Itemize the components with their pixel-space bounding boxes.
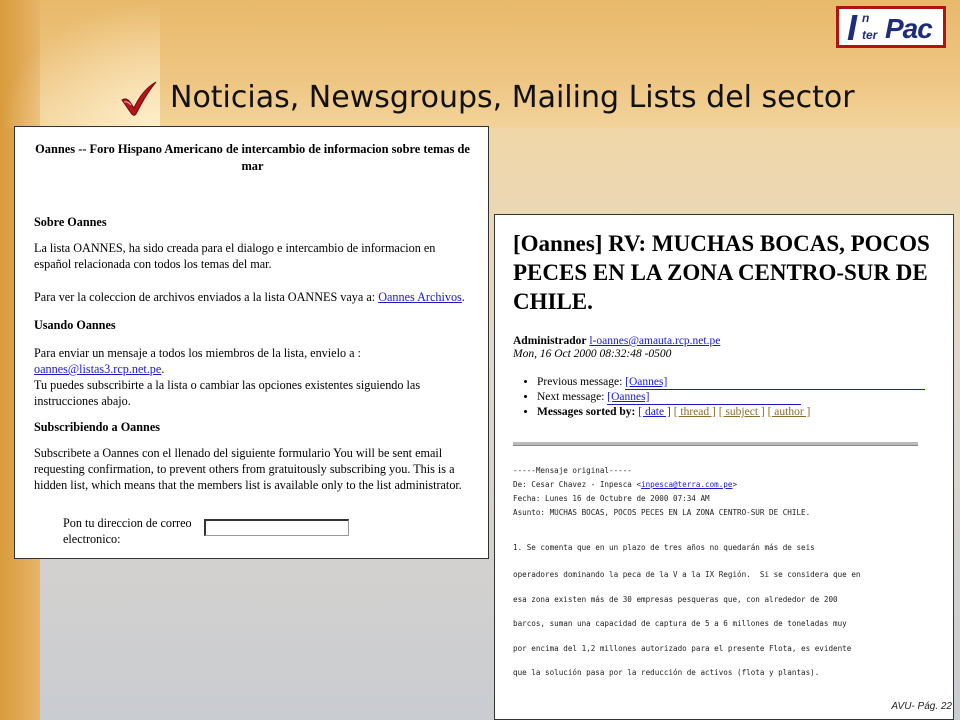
- checkmark-icon: [116, 80, 160, 118]
- sort-author-link[interactable]: [ author ]: [767, 406, 811, 418]
- oannes-info-page: [14, 126, 489, 559]
- orig-from: [513, 480, 737, 489]
- archive-link[interactable]: Oannes Archivos: [378, 290, 462, 304]
- previous-message-item: [537, 375, 937, 390]
- archive-end: .: [461, 290, 465, 304]
- orig-header: -----Mensaje original-----: [513, 466, 632, 475]
- orig-from-prefix: De: Cesar Chavez - Inpesca <: [513, 480, 642, 489]
- sort-subject-link[interactable]: [ subject ]: [718, 406, 765, 418]
- sort-date-link[interactable]: [ date ]: [638, 406, 671, 418]
- send-text: Para enviar un mensaje a todos los miembros de la lista, envielo a :: [34, 346, 361, 360]
- section-text-sobre: La lista OANNES, ha sido creada para el dialogo e intercambio de informacion en español relacionada con todos los temas del mar.: [34, 241, 436, 271]
- sort-thread-link[interactable]: [ thread ]: [673, 406, 716, 418]
- sorted-by-item: [537, 405, 937, 419]
- body-line: por encima del 1,2 millones autorizado para el presente Flota, es evidente: [513, 644, 852, 653]
- mail-archive-message: [494, 214, 954, 720]
- orig-from-suffix: >: [732, 480, 738, 489]
- archive-text: Para ver la coleccion de archivos enviados a la lista OANNES vaya a:: [34, 290, 379, 304]
- from-email-link[interactable]: l-oannes@amauta.rcp.net.pe: [589, 335, 721, 347]
- body-line: operadores dominando la peca de la V a la IX Región. Si se considera que en: [513, 570, 861, 579]
- logo-i: I: [847, 7, 858, 48]
- next-message-link[interactable]: [Oannes]: [607, 390, 801, 405]
- orig-from-email-link[interactable]: inpesca@terra.com.pe: [641, 480, 733, 489]
- section-title-usando: Usando Oannes: [34, 318, 116, 332]
- body-line: barcos, suman una capacidad de captura de 5 a 6 millones de toneladas muy: [513, 619, 847, 628]
- previous-label: Previous message:: [537, 376, 623, 388]
- logo-pac: Pac: [885, 13, 932, 44]
- send-end: .: [161, 362, 165, 376]
- message-subject: [Oannes] RV: MUCHAS BOCAS, POCOS PECES EN LA ZONA CENTRO-SUR DE CHILE.: [513, 231, 930, 314]
- list-email-link[interactable]: oannes@listas3.rcp.net.pe: [34, 362, 162, 376]
- email-field-label: Pon tu direccion de correo electronico:: [63, 516, 192, 546]
- page-number: AVU- Pág. 22: [891, 701, 952, 712]
- section-title-subscribiendo: Subscribiendo a Oannes: [34, 420, 160, 434]
- sorted-label: Messages sorted by:: [537, 406, 636, 418]
- next-label: Next message:: [537, 391, 605, 403]
- archive-paragraph: [34, 289, 474, 305]
- message-from: [513, 334, 720, 348]
- from-name: Administrador: [513, 335, 587, 347]
- body-line: 1. Se comenta que en un plazo de tres años no quedarán más de seis: [513, 543, 815, 552]
- interpac-logo: [836, 6, 946, 48]
- orig-subject: Asunto: MUCHAS BOCAS, POCOS PECES EN LA ZONA CENTRO-SUR DE CHILE.: [513, 508, 811, 517]
- subscribe-instructions: Tu puedes subscribirte a la lista o cambiar las opciones existentes siguiendo las instrucciones abajo.: [34, 378, 421, 408]
- divider: [513, 442, 918, 446]
- section-text-subscribiendo: Subscribete a Oannes con el llenado del siguiente formulario You will be sent email requesting confirmation, to prevent others from gratuitously subscribing you. This is a hidden list, which means that the members list is available only to the list administrator.: [34, 446, 462, 492]
- logo-n: n: [862, 11, 870, 25]
- section-title-sobre: Sobre Oannes: [34, 215, 107, 229]
- message-date: Mon, 16 Oct 2000 08:32:48 -0500: [513, 348, 672, 360]
- slide-title: Noticias, Newsgroups, Mailing Lists del sector: [170, 80, 855, 115]
- send-paragraph: [34, 345, 474, 377]
- orig-date: Fecha: Lunes 16 de Octubre de 2000 07:34 AM: [513, 494, 710, 503]
- body-line: que la solución pasa por la reducción de activos (flota y plantas).: [513, 668, 820, 677]
- page-heading: Oannes -- Foro Hispano Americano de intercambio de informacion sobre temas de mar: [35, 142, 470, 173]
- message-navigation: [513, 375, 937, 419]
- body-line: esa zona existen más de 30 empresas pesqueras que, con alrededor de 200: [513, 595, 838, 604]
- email-field[interactable]: [204, 519, 349, 536]
- next-message-item: [537, 390, 937, 405]
- logo-ter: ter: [862, 28, 878, 42]
- previous-message-link[interactable]: [Oannes]: [625, 375, 925, 390]
